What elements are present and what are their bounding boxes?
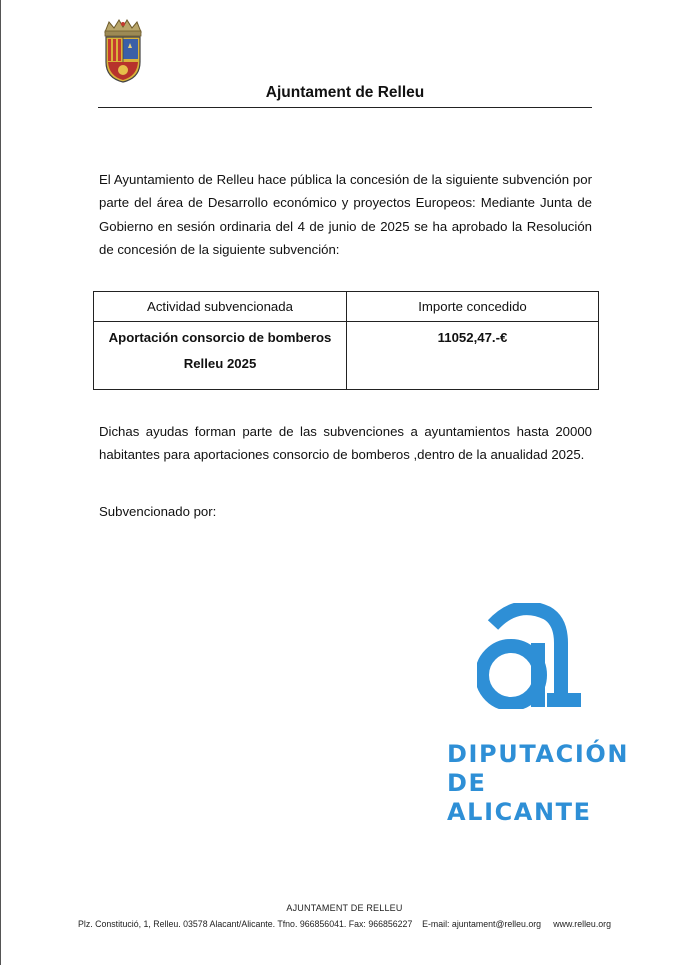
table-row bbox=[94, 322, 599, 390]
footer-organization: AJUNTAMENT DE RELLEU bbox=[286, 903, 403, 913]
subsidized-by-label: Subvencionado por: bbox=[99, 504, 217, 519]
sponsor-name-line1: DIPUTACIÓN bbox=[447, 740, 630, 768]
diputacion-alicante-logo-icon bbox=[477, 603, 585, 709]
coat-of-arms-icon bbox=[101, 18, 145, 84]
column-header-amount: Importe concedido bbox=[347, 292, 599, 322]
sponsor-name bbox=[447, 740, 630, 827]
table-header-row bbox=[94, 292, 599, 322]
footer-address: Plz. Constitució, 1, Relleu. 03578 Alacant/Alicante. Tfno. 966856041. Fax: 966856227 E-mail: ajuntament@relleu.org www.relleu.org bbox=[78, 919, 611, 929]
closing-paragraph: Dichas ayudas forman parte de las subvenciones a ayuntamientos hasta 20000 habitantes para aportaciones consorcio de bomberos ,dentro de la anualidad 2025. bbox=[99, 424, 592, 463]
intro-paragraph: El Ayuntamiento de Relleu hace pública la concesión de la siguiente subvención por parte del área de Desarrollo económico y proyectos Europeos: Mediante Junta de Gobierno en sesión ordinaria del 4 de junio de 2025 se ha aprobado la Resolución de concesión de la siguiente subvención: bbox=[99, 172, 592, 258]
title-divider bbox=[98, 107, 592, 108]
sponsor-name-line2: DE ALICANTE bbox=[447, 769, 592, 826]
page-title: Ajuntament de Relleu bbox=[265, 84, 425, 101]
column-header-activity: Actividad subvencionada bbox=[94, 292, 347, 322]
grant-table bbox=[93, 291, 599, 390]
amount-cell: 11052,47.-€ bbox=[347, 322, 599, 390]
activity-cell: Aportación consorcio de bomberos Relleu 2025 bbox=[94, 322, 347, 390]
